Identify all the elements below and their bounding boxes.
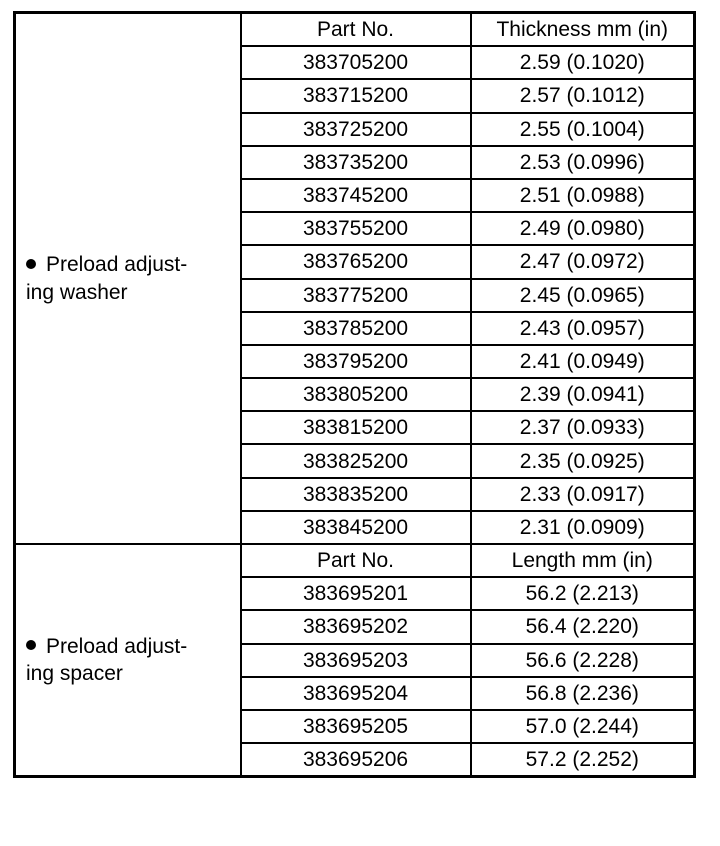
part-number-cell: 383775200	[241, 279, 471, 312]
dimension-cell: 56.4 (2.220)	[471, 610, 695, 643]
dimension-cell: 57.2 (2.252)	[471, 743, 695, 777]
bullet-icon	[26, 259, 36, 269]
dimension-cell: 2.35 (0.0925)	[471, 444, 695, 477]
part-number-cell: 383835200	[241, 478, 471, 511]
dimension-cell: 2.39 (0.0941)	[471, 378, 695, 411]
part-number-cell: 383735200	[241, 146, 471, 179]
part-number-cell: 383695201	[241, 577, 471, 610]
dimension-cell: 2.57 (0.1012)	[471, 79, 695, 112]
part-number-cell: 383765200	[241, 245, 471, 278]
dimension-cell: 56.8 (2.236)	[471, 677, 695, 710]
dimension-cell: 2.55 (0.1004)	[471, 113, 695, 146]
dimension-cell: 2.41 (0.0949)	[471, 345, 695, 378]
dimension-cell: 57.0 (2.244)	[471, 710, 695, 743]
dimension-cell: 2.51 (0.0988)	[471, 179, 695, 212]
part-number-cell: 383695204	[241, 677, 471, 710]
dimension-cell: 2.31 (0.0909)	[471, 511, 695, 544]
part-number-cell: 383845200	[241, 511, 471, 544]
part-number-cell: 383695205	[241, 710, 471, 743]
parts-spec-table	[13, 11, 696, 778]
part-number-cell: 383755200	[241, 212, 471, 245]
parts-spec-table-body	[15, 13, 695, 777]
dimension-cell: 2.37 (0.0933)	[471, 411, 695, 444]
part-number-cell: 383805200	[241, 378, 471, 411]
dimension-cell: 2.47 (0.0972)	[471, 245, 695, 278]
dimension-cell: 56.2 (2.213)	[471, 577, 695, 610]
column-header-part-no: Part No.	[241, 13, 471, 47]
part-number-cell: 383725200	[241, 113, 471, 146]
part-number-cell: 383745200	[241, 179, 471, 212]
part-number-cell: 383795200	[241, 345, 471, 378]
part-number-cell: 383825200	[241, 444, 471, 477]
section-label-line1: Preload adjust-	[46, 253, 188, 277]
section-header-row-washer	[15, 13, 695, 47]
part-number-cell: 383695202	[241, 610, 471, 643]
dimension-cell: 2.49 (0.0980)	[471, 212, 695, 245]
section-label-washer	[15, 13, 241, 545]
section-header-row-spacer	[15, 544, 695, 577]
section-label-line2: ing washer	[26, 280, 128, 304]
dimension-cell: 2.59 (0.1020)	[471, 46, 695, 79]
section-label-line1: Preload adjust-	[46, 634, 188, 658]
dimension-cell: 2.45 (0.0965)	[471, 279, 695, 312]
section-label-spacer	[15, 544, 241, 777]
part-number-cell: 383695206	[241, 743, 471, 777]
dimension-cell: 2.53 (0.0996)	[471, 146, 695, 179]
dimension-cell: 56.6 (2.228)	[471, 644, 695, 677]
column-header-part-no: Part No.	[241, 544, 471, 577]
part-number-cell: 383715200	[241, 79, 471, 112]
part-number-cell: 383815200	[241, 411, 471, 444]
column-header-dimension: Length mm (in)	[471, 544, 695, 577]
dimension-cell: 2.43 (0.0957)	[471, 312, 695, 345]
section-label-line2: ing spacer	[26, 662, 123, 686]
part-number-cell: 383695203	[241, 644, 471, 677]
bullet-icon	[26, 640, 36, 650]
part-number-cell: 383705200	[241, 46, 471, 79]
column-header-dimension: Thickness mm (in)	[471, 13, 695, 47]
part-number-cell: 383785200	[241, 312, 471, 345]
dimension-cell: 2.33 (0.0917)	[471, 478, 695, 511]
